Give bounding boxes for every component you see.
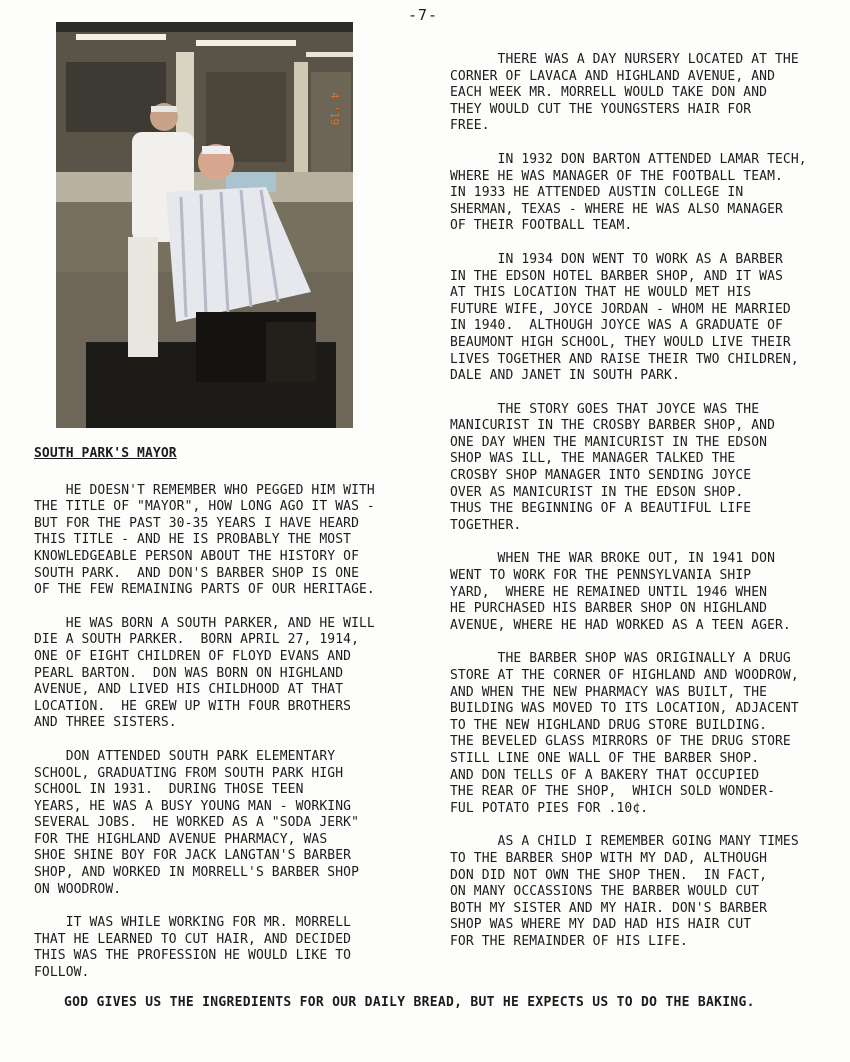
text-line: DON DID NOT OWN THE SHOP THEN. IN FACT,: [450, 867, 768, 883]
closing-motto: GOD GIVES US THE INGREDIENTS FOR OUR DAILY BREAD, BUT HE EXPECTS US TO DO THE BAKING.: [64, 995, 755, 1010]
left-paragraphs: [34, 483, 404, 982]
text-line: MANICURIST IN THE CROSBY BARBER SHOP, AND: [450, 418, 775, 434]
paragraph: [34, 915, 404, 981]
text-line: SHOP WAS ILL, THE MANAGER TALKED THE: [450, 451, 736, 467]
paragraph: [450, 252, 830, 385]
text-line: WHERE HE WAS MANAGER OF THE FOOTBALL TEAM.: [450, 168, 783, 184]
text-line: TO THE NEW HIGHLAND DRUG STORE BUILDING.: [450, 717, 768, 733]
text-line: ONE OF EIGHT CHILDREN OF FLOYD EVANS AND: [34, 648, 352, 664]
text-line: THIS TITLE - AND HE IS PROBABLY THE MOST: [34, 532, 352, 548]
text-line: HE DOESN'T REMEMBER WHO PEGGED HIM WITH: [34, 482, 375, 498]
text-line: YEARS, HE WAS A BUSY YOUNG MAN - WORKING: [34, 798, 352, 814]
text-line: OF THE FEW REMAINING PARTS OF OUR HERITAGE.: [34, 582, 375, 598]
paragraph-gap: [34, 732, 404, 749]
paragraph: [450, 551, 830, 634]
text-line: BUILDING WAS MOVED TO ITS LOCATION, ADJACENT: [450, 701, 799, 717]
text-line: THUS THE BEGINNING OF A BEAUTIFUL LIFE: [450, 501, 752, 517]
text-line: HE WAS BORN A SOUTH PARKER, AND HE WILL: [34, 615, 375, 631]
text-line: CORNER OF LAVACA AND HIGHLAND AVENUE, AND: [450, 68, 775, 84]
text-line: TO THE BARBER SHOP WITH MY DAD, ALTHOUGH: [450, 850, 768, 866]
text-line: IN THE EDSON HOTEL BARBER SHOP, AND IT WAS: [450, 268, 783, 284]
text-line: WHEN THE WAR BROKE OUT, IN 1941 DON: [450, 551, 775, 567]
text-line: SCHOOL, GRADUATING FROM SOUTH PARK HIGH: [34, 765, 344, 781]
text-line: FUTURE WIFE, JOYCE JORDAN - WHOM HE MARRIED: [450, 301, 791, 317]
text-line: LIVES TOGETHER AND RAISE THEIR TWO CHILDREN,: [450, 351, 799, 367]
text-line: SHERMAN, TEXAS - WHERE HE WAS ALSO MANAGER: [450, 201, 783, 217]
right-column: [450, 52, 830, 951]
text-line: DALE AND JANET IN SOUTH PARK.: [450, 368, 680, 384]
text-line: TOGETHER.: [450, 517, 522, 533]
barber-shop-photo: [56, 22, 353, 428]
text-line: YARD, WHERE HE REMAINED UNTIL 1946 WHEN: [450, 584, 768, 600]
paragraph: [34, 483, 404, 599]
paragraph-gap: [450, 385, 830, 402]
paragraph: [450, 52, 830, 135]
text-line: SHOP WAS WHERE MY DAD HAD HIS HAIR CUT: [450, 917, 752, 933]
text-line: IT WAS WHILE WORKING FOR MR. MORRELL: [34, 915, 352, 931]
paragraph-gap: [450, 235, 830, 252]
text-line: AVENUE, WHERE HE HAD WORKED AS A TEEN AGER.: [450, 617, 791, 633]
text-line: FOR THE HIGHLAND AVENUE PHARMACY, WAS: [34, 831, 328, 847]
text-line: BUT FOR THE PAST 30-35 YEARS I HAVE HEARD: [34, 515, 359, 531]
text-line: OF THEIR FOOTBALL TEAM.: [450, 218, 633, 234]
text-line: THE STORY GOES THAT JOYCE WAS THE: [450, 401, 760, 417]
text-line: DIE A SOUTH PARKER. BORN APRIL 27, 1914,: [34, 632, 359, 648]
paragraph: [450, 152, 830, 235]
text-line: CROSBY SHOP MANAGER INTO SENDING JOYCE: [450, 468, 752, 484]
text-line: IN 1934 DON WENT TO WORK AS A BARBER: [450, 251, 783, 267]
text-line: FOR THE REMAINDER OF HIS LIFE.: [450, 933, 688, 949]
text-line: PEARL BARTON. DON WAS BORN ON HIGHLAND: [34, 665, 344, 681]
text-line: LOCATION. HE GREW UP WITH FOUR BROTHERS: [34, 698, 352, 714]
paragraph: [450, 834, 830, 950]
paragraph-gap: [34, 599, 404, 616]
text-line: IN 1933 HE ATTENDED AUSTIN COLLEGE IN: [450, 185, 744, 201]
right-paragraphs: [450, 52, 830, 951]
paragraph-gap: [450, 135, 830, 152]
text-line: AVENUE, AND LIVED HIS CHILDHOOD AT THAT: [34, 682, 344, 698]
text-line: HE PURCHASED HIS BARBER SHOP ON HIGHLAND: [450, 601, 768, 617]
page-number: -7-: [408, 6, 439, 24]
text-line: IN 1932 DON BARTON ATTENDED LAMAR TECH,: [450, 151, 807, 167]
text-line: AT THIS LOCATION THAT HE WOULD MET HIS: [450, 285, 752, 301]
text-line: ON WOODROW.: [34, 881, 122, 897]
text-line: SOUTH PARK. AND DON'S BARBER SHOP IS ONE: [34, 565, 359, 581]
text-line: THEY WOULD CUT THE YOUNGSTERS HAIR FOR: [450, 101, 752, 117]
text-line: THE BEVELED GLASS MIRRORS OF THE DRUG STORE: [450, 734, 791, 750]
text-line: EACH WEEK MR. MORRELL WOULD TAKE DON AND: [450, 85, 768, 101]
paragraph: [34, 749, 404, 898]
text-line: ON MANY OCCASSIONS THE BARBER WOULD CUT: [450, 884, 760, 900]
text-line: THAT HE LEARNED TO CUT HAIR, AND DECIDED: [34, 931, 352, 947]
text-line: SCHOOL IN 1931. DURING THOSE TEEN: [34, 782, 304, 798]
text-line: THERE WAS A DAY NURSERY LOCATED AT THE: [450, 52, 799, 67]
paragraph: [450, 402, 830, 535]
text-line: SHOE SHINE BOY FOR JACK LANGTAN'S BARBER: [34, 848, 352, 864]
photo-date-stamp: 4 '19: [328, 92, 341, 126]
text-line: STORE AT THE CORNER OF HIGHLAND AND WOODROW,: [450, 668, 799, 683]
text-line: FOLLOW.: [34, 965, 90, 981]
text-line: FUL POTATO PIES FOR .10¢.: [450, 800, 649, 816]
text-line: STILL LINE ONE WALL OF THE BARBER SHOP.: [450, 750, 760, 766]
paragraph-gap: [34, 898, 404, 915]
text-line: OVER AS MANICURIST IN THE EDSON SHOP.: [450, 484, 744, 500]
text-line: BEAUMONT HIGH SCHOOL, THEY WOULD LIVE THEIR: [450, 334, 791, 350]
text-line: AND THREE SISTERS.: [34, 715, 177, 731]
text-line: IN 1940. ALTHOUGH JOYCE WAS A GRADUATE OF: [450, 318, 783, 334]
paragraph: [34, 616, 404, 732]
text-line: THE REAR OF THE SHOP, WHICH SOLD WONDER-: [450, 784, 775, 800]
text-line: SHOP, AND WORKED IN MORRELL'S BARBER SHOP: [34, 865, 359, 881]
paragraph: [450, 651, 830, 817]
paragraph-gap: [450, 634, 830, 651]
paragraph-gap: [450, 817, 830, 834]
text-line: FREE.: [450, 118, 490, 134]
text-line: WENT TO WORK FOR THE PENNSYLVANIA SHIP: [450, 568, 752, 584]
text-line: AND WHEN THE NEW PHARMACY WAS BUILT, THE: [450, 684, 768, 700]
text-line: THIS WAS THE PROFESSION HE WOULD LIKE TO: [34, 948, 352, 964]
text-line: BOTH MY SISTER AND MY HAIR. DON'S BARBER: [450, 900, 768, 916]
text-line: ONE DAY WHEN THE MANICURIST IN THE EDSON: [450, 434, 768, 450]
text-line: AND DON TELLS OF A BAKERY THAT OCCUPIED: [450, 767, 760, 783]
text-line: SEVERAL JOBS. HE WORKED AS A "SODA JERK": [34, 815, 359, 831]
text-line: THE BARBER SHOP WAS ORIGINALLY A DRUG: [450, 651, 791, 667]
text-line: DON ATTENDED SOUTH PARK ELEMENTARY: [34, 748, 336, 764]
paragraph-gap: [450, 534, 830, 551]
text-line: KNOWLEDGEABLE PERSON ABOUT THE HISTORY OF: [34, 548, 359, 564]
text-line: THE TITLE OF "MAYOR", HOW LONG AGO IT WAS -: [34, 499, 375, 515]
article-heading: SOUTH PARK'S MAYOR: [34, 446, 177, 461]
left-column: [34, 446, 404, 982]
text-line: AS A CHILD I REMEMBER GOING MANY TIMES: [450, 834, 799, 850]
